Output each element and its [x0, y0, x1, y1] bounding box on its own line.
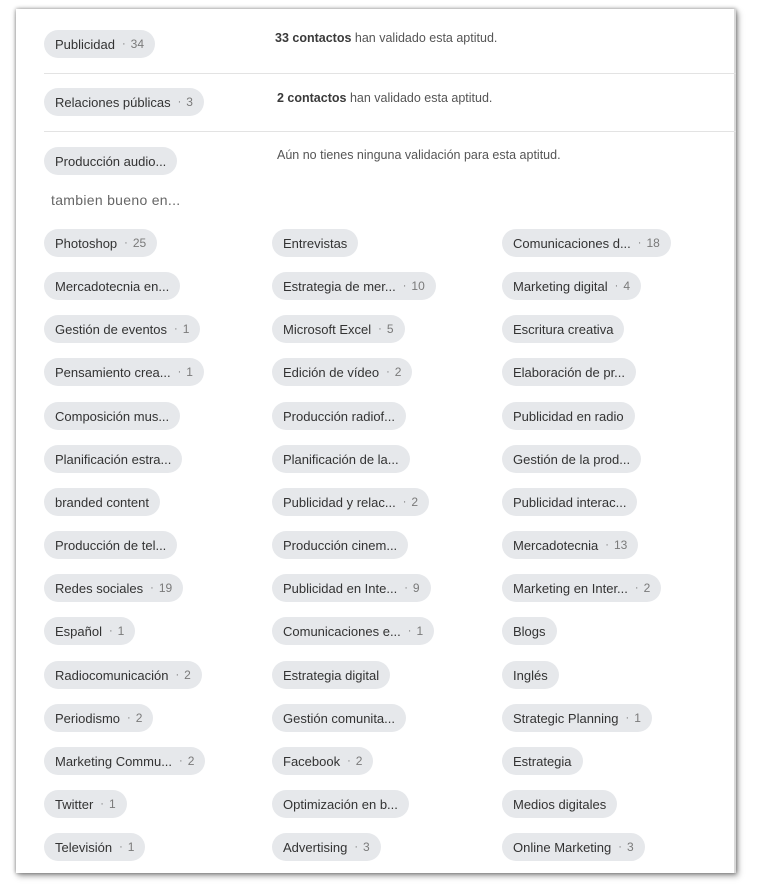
- skill-name: Entrevistas: [283, 235, 348, 251]
- skill-name: Estrategia: [513, 753, 572, 769]
- endorsement-count: 2: [643, 581, 651, 595]
- endorsement-count: 5: [386, 322, 394, 336]
- skill-name: Publicidad en Inte...: [283, 580, 398, 596]
- separator-dot: ·: [634, 582, 639, 594]
- skill-pill[interactable]: [502, 790, 617, 818]
- separator-dot: ·: [177, 366, 182, 378]
- skill-name: Publicidad y relac...: [283, 494, 396, 510]
- endorsement-count: 2: [187, 754, 195, 768]
- separator-dot: ·: [386, 366, 390, 378]
- skill-pill[interactable]: [272, 272, 436, 300]
- skill-pill[interactable]: [272, 833, 381, 861]
- separator-dot: ·: [354, 841, 358, 853]
- skill-name: Producción cinem...: [283, 537, 398, 553]
- skill-pill[interactable]: [272, 790, 409, 818]
- endorsement-summary: [275, 31, 497, 45]
- skill-name: Inglés: [513, 667, 548, 683]
- skill-name: Escritura creativa: [513, 321, 614, 337]
- skill-name: Televisión: [55, 839, 113, 855]
- skill-name: Gestión de eventos: [55, 321, 168, 337]
- skill-name: Estrategia de mer...: [283, 278, 396, 294]
- separator-dot: ·: [100, 798, 104, 810]
- endorsement-count: 3: [186, 95, 193, 109]
- endorsement-count: 2: [355, 754, 363, 768]
- separator-dot: ·: [625, 712, 630, 724]
- skill-pill[interactable]: [44, 661, 202, 689]
- skill-name: Redes sociales: [55, 580, 144, 596]
- endorsement-count: 9: [412, 581, 420, 595]
- skill-pill[interactable]: [44, 833, 145, 861]
- separator-dot: ·: [402, 496, 407, 508]
- separator-dot: ·: [614, 280, 619, 292]
- separator-dot: ·: [177, 96, 182, 108]
- card-edge: [734, 9, 736, 873]
- skill-name: Composición mus...: [55, 408, 170, 424]
- skill-pill[interactable]: [502, 315, 624, 343]
- skill-name: Microsoft Excel: [283, 321, 372, 337]
- endorsement-count: 2: [135, 711, 143, 725]
- endorsement-contacts[interactable]: 2 contactos: [277, 91, 347, 105]
- skill-name: Elaboración de pr...: [513, 364, 626, 380]
- skill-pill[interactable]: [44, 531, 177, 559]
- skill-pill[interactable]: [44, 30, 155, 58]
- also-good-at-label: tambien bueno en...: [51, 192, 181, 208]
- separator-dot: ·: [174, 323, 178, 335]
- endorsement-summary: [277, 91, 492, 105]
- endorsement-count: 3: [362, 840, 370, 854]
- endorsement-count: 25: [132, 236, 147, 250]
- separator-dot: ·: [127, 712, 131, 724]
- skill-name: Comunicaciones e...: [283, 623, 401, 639]
- skill-name: Periodismo: [55, 710, 121, 726]
- skill-pill[interactable]: [44, 747, 205, 775]
- endorsement-count: 18: [646, 236, 660, 250]
- skill-pill[interactable]: [44, 88, 204, 116]
- endorsement-text: han validado esta aptitud.: [346, 91, 493, 105]
- skill-name: Marketing digital: [513, 278, 608, 294]
- skill-pill[interactable]: [44, 574, 183, 602]
- skill-pill[interactable]: [44, 147, 177, 175]
- endorsement-count: 3: [626, 840, 634, 854]
- skill-name: Publicidad en radio: [513, 408, 624, 424]
- skill-name: Mercadotecnia: [513, 537, 599, 553]
- endorsement-text: Aún no tienes ninguna validación para esta aptitud.: [277, 148, 561, 162]
- skill-pill[interactable]: [272, 747, 373, 775]
- endorsement-count: 2: [411, 495, 419, 509]
- skill-pill[interactable]: [502, 747, 583, 775]
- endorsement-count: 2: [184, 668, 191, 682]
- skill-pill[interactable]: [272, 229, 358, 257]
- separator-dot: ·: [119, 841, 123, 853]
- skill-pill[interactable]: [502, 833, 645, 861]
- skill-pill[interactable]: [502, 229, 671, 257]
- endorsement-count: 10: [411, 279, 425, 293]
- skill-name: Relaciones públicas: [55, 94, 171, 110]
- endorsement-count: 1: [117, 624, 125, 638]
- skill-name: Estrategia digital: [283, 667, 380, 683]
- separator-dot: ·: [402, 280, 407, 292]
- skill-name: Optimización en b...: [283, 796, 398, 812]
- separator-dot: ·: [124, 237, 128, 249]
- skill-name: Publicidad interac...: [513, 494, 627, 510]
- skill-pill[interactable]: [44, 358, 204, 386]
- skill-name: Edición de vídeo: [283, 364, 380, 380]
- skill-pill[interactable]: [502, 617, 557, 645]
- skill-name: Producción audio...: [55, 153, 167, 169]
- skill-name: Mercadotecnia en...: [55, 278, 170, 294]
- endorsement-text: han validado esta aptitud.: [351, 31, 498, 45]
- skill-pill[interactable]: [502, 402, 635, 430]
- separator-dot: ·: [404, 582, 408, 594]
- separator-dot: ·: [605, 539, 609, 551]
- endorsement-count: 2: [394, 365, 402, 379]
- skill-pill[interactable]: [502, 531, 638, 559]
- skill-pill[interactable]: [44, 229, 157, 257]
- skill-pill[interactable]: [44, 315, 200, 343]
- skill-name: branded content: [55, 494, 149, 510]
- skill-name: Planificación de la...: [283, 451, 399, 467]
- skill-pill[interactable]: [272, 358, 412, 386]
- endorsement-count: 34: [130, 37, 145, 51]
- endorsement-count: 13: [613, 538, 628, 552]
- endorsement-count: 1: [416, 624, 424, 638]
- skill-name: Online Marketing: [513, 839, 612, 855]
- skill-pill[interactable]: [502, 704, 652, 732]
- skill-pill[interactable]: [502, 488, 637, 516]
- skill-name: Marketing en Inter...: [513, 580, 628, 596]
- skill-pill[interactable]: [272, 402, 406, 430]
- skill-pill[interactable]: [502, 358, 636, 386]
- endorsement-count: 1: [108, 797, 116, 811]
- separator-dot: ·: [150, 582, 154, 594]
- skill-name: Photoshop: [55, 235, 118, 251]
- skill-name: Producción de tel...: [55, 537, 167, 553]
- skill-pill[interactable]: [272, 315, 405, 343]
- skill-pill[interactable]: [272, 445, 410, 473]
- skill-pill[interactable]: [502, 661, 559, 689]
- skill-pill[interactable]: [44, 617, 135, 645]
- skill-name: Blogs: [513, 623, 546, 639]
- separator-dot: ·: [179, 755, 183, 767]
- skill-name: Radiocomunicación: [55, 667, 169, 683]
- skill-name: Publicidad: [55, 36, 115, 52]
- skill-name: Facebook: [283, 753, 341, 769]
- skill-pill[interactable]: [44, 445, 182, 473]
- separator-dot: ·: [637, 237, 642, 249]
- skill-pill[interactable]: [272, 704, 406, 732]
- skill-name: Gestión de la prod...: [513, 451, 631, 467]
- separator-dot: ·: [407, 625, 412, 637]
- skill-name: Producción radiof...: [283, 408, 396, 424]
- endorsement-count: 19: [158, 581, 173, 595]
- endorsement-count: 1: [634, 711, 641, 725]
- skill-name: Strategic Planning: [513, 710, 619, 726]
- separator-dot: ·: [122, 38, 126, 50]
- separator-dot: ·: [175, 669, 180, 681]
- skill-name: Advertising: [283, 839, 348, 855]
- endorsement-count: 1: [182, 322, 190, 336]
- skill-pill[interactable]: [272, 488, 429, 516]
- skill-pill[interactable]: [272, 617, 434, 645]
- skill-pill[interactable]: [272, 531, 408, 559]
- skill-pill[interactable]: [502, 574, 661, 602]
- skill-pill[interactable]: [502, 445, 641, 473]
- endorsement-summary: [277, 148, 561, 162]
- separator-dot: ·: [108, 625, 113, 637]
- skill-pill[interactable]: [44, 402, 180, 430]
- separator-dot: ·: [618, 841, 622, 853]
- skill-name: Pensamiento crea...: [55, 364, 171, 380]
- skill-pill[interactable]: [272, 574, 431, 602]
- endorsement-contacts[interactable]: 33 contactos: [275, 31, 352, 45]
- skill-pill[interactable]: [44, 272, 180, 300]
- skill-name: Gestión comunita...: [283, 710, 395, 726]
- skill-pill[interactable]: [44, 704, 153, 732]
- skill-pill[interactable]: [44, 488, 160, 516]
- skill-pill[interactable]: [502, 272, 641, 300]
- skill-name: Marketing Commu...: [55, 753, 173, 769]
- skill-pill[interactable]: [44, 790, 127, 818]
- skill-name: Medios digitales: [513, 796, 607, 812]
- skill-name: Planificación estra...: [55, 451, 172, 467]
- divider: [44, 73, 736, 74]
- skill-name: Español: [55, 623, 102, 639]
- endorsement-count: 1: [186, 365, 193, 379]
- skills-card: [16, 9, 736, 873]
- separator-dot: ·: [378, 323, 382, 335]
- skill-name: Twitter: [55, 796, 94, 812]
- endorsement-count: 1: [127, 840, 135, 854]
- endorsement-count: 4: [623, 279, 631, 293]
- separator-dot: ·: [347, 755, 351, 767]
- divider: [44, 131, 736, 132]
- skill-name: Comunicaciones d...: [513, 235, 631, 251]
- skill-pill[interactable]: [272, 661, 390, 689]
